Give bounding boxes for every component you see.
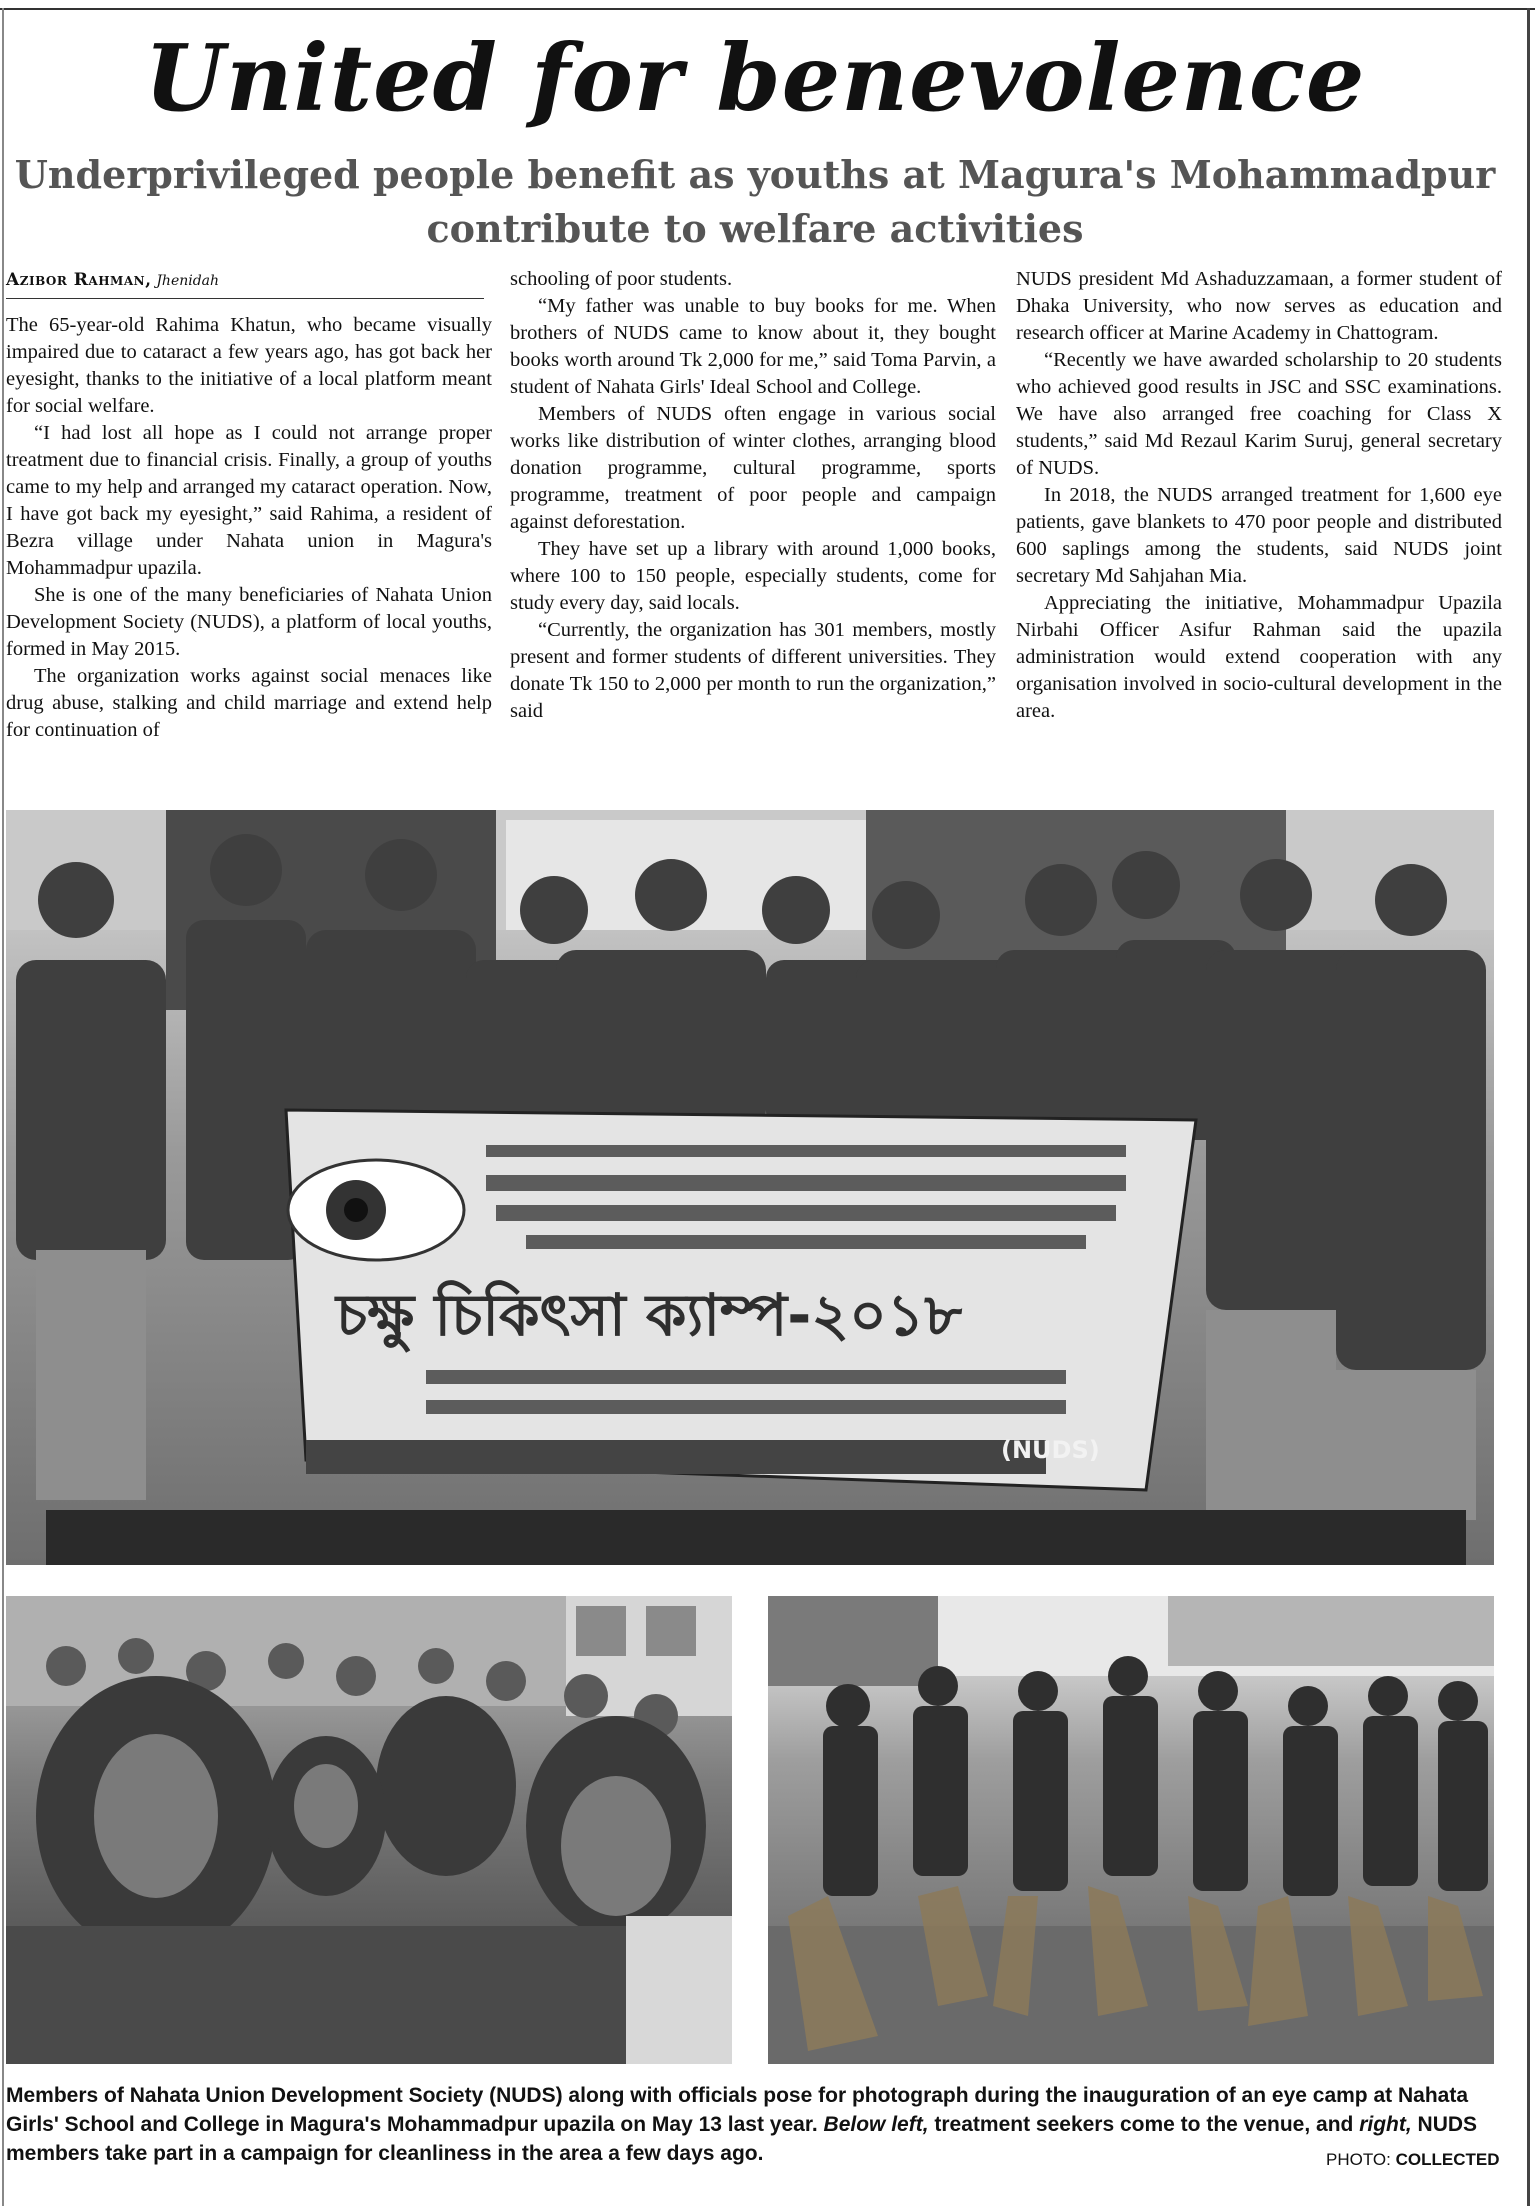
left-rule xyxy=(2,8,4,2206)
paragraph: They have set up a library with around 1,000 books, where 100 to 150 people, especially students, come for study every day, said locals. xyxy=(510,538,996,614)
banner-badge: (NUDS) xyxy=(1001,1436,1100,1464)
photo-credit xyxy=(1326,2150,1526,2170)
caption-right: right, xyxy=(1359,2113,1412,2136)
photo-caption xyxy=(6,2081,1506,2168)
group-photo xyxy=(6,810,1494,1565)
photo-credit-value: COLLECTED xyxy=(1395,2150,1500,2169)
headline: United for benevolence xyxy=(144,24,1366,132)
right-rule xyxy=(1527,8,1530,2206)
paragraph: Appreciating the initiative, Mohammadpur Upazila Nirbahi Officer Asifur Rahman said the upazila administration would extend cooperation with any organisation involved in socio-cultural development in the area. xyxy=(1016,592,1502,722)
top-rule xyxy=(0,8,1535,10)
caption-text: treatment seekers come to the venue, and xyxy=(928,2113,1360,2136)
paragraph: “My father was unable to buy books for me. When brothers of NUDS came to know about it, they bought books worth around Tk 2,000 for me,” said Toma Parvin, a student of Nahata Girls' Ideal School and College. xyxy=(510,295,996,398)
paragraph: Members of NUDS often engage in various social works like distribution of winter clothes, arranging blood donation programme, cultural programme, sports programme, treatment of poor people and campaign against deforestation. xyxy=(510,403,996,533)
article-column-2 xyxy=(510,266,996,725)
byline xyxy=(6,270,484,299)
paragraph: NUDS president Md Ashaduzzamaan, a former student of Dhaka University, who now serves as education and research officer at Marine Academy in Chattogram. xyxy=(1016,268,1502,344)
paragraph: “Currently, the organization has 301 members, mostly present and former students of different universities. They donate Tk 150 to 2,000 per month to run the organization,” said xyxy=(510,619,996,722)
paragraph: The organization works against social menaces like drug abuse, stalking and child marriage and extend help for continuation of xyxy=(6,665,492,741)
cleanliness-campaign-illustration xyxy=(768,1596,1494,2064)
article-column-3 xyxy=(1016,266,1502,725)
byline-author: Azibor Rahman, xyxy=(6,270,152,290)
byline-place: Jhenidah xyxy=(156,273,220,289)
paragraph: The 65-year-old Rahima Khatun, who became visually impaired due to cataract a few years ago, has got back her eyesight, thanks to the initiative of a local platform meant for social welfare. xyxy=(6,314,492,417)
paragraph: She is one of the many beneficiaries of Nahata Union Development Society (NUDS), a platform of local youths, formed in May 2015. xyxy=(6,584,492,660)
caption-text: NUDS members take part in a campaign for cleanliness in the area a few days ago. xyxy=(6,2113,1478,2165)
treatment-seekers-illustration xyxy=(6,1596,732,2064)
treatment-seekers-photo xyxy=(6,1596,732,2064)
paragraph: In 2018, the NUDS arranged treatment for 1,600 eye patients, gave blankets to 470 poor people and distributed 600 saplings among the students, said NUDS joint secretary Md Sahjahan Mia. xyxy=(1016,484,1502,587)
paragraph: “Recently we have awarded scholarship to 20 students who achieved good results in JSC and SSC examinations. We have also arranged free coaching for Class X students,” said Md Rezaul Karim Suruj, general secretary of NUDS. xyxy=(1016,349,1502,479)
photo-credit-label: PHOTO: xyxy=(1326,2150,1391,2169)
caption-text: Members of Nahata Union Development Society (NUDS) along with officials pose for photograph during the inauguration of an eye camp at Nahata Girls' School and College in Magura's Mohammadpur upazila on May 13 last year. xyxy=(6,2084,1468,2136)
caption-below-left: Below left, xyxy=(823,2113,929,2136)
subheadline: Underprivileged people benefit as youths at Magura's Mohammadpur contribute to welfare activities xyxy=(14,152,1496,251)
group-photo-illustration xyxy=(6,810,1494,1565)
paragraph: schooling of poor students. xyxy=(510,268,733,290)
banner-title: চক্ষু চিকিৎসা ক্যাম্প-২০১৮ xyxy=(336,1281,963,1349)
paragraph: “I had lost all hope as I could not arrange proper treatment due to financial crisis. Finally, a group of youths came to my help and arranged my cataract operation. Now, I have got back my eyesight,” said Rahima, a resident of Bezra village under Nahata union in Magura's Mohammadpur upazila. xyxy=(6,422,492,579)
cleanliness-campaign-photo xyxy=(768,1596,1494,2064)
article-column-1 xyxy=(6,312,492,744)
